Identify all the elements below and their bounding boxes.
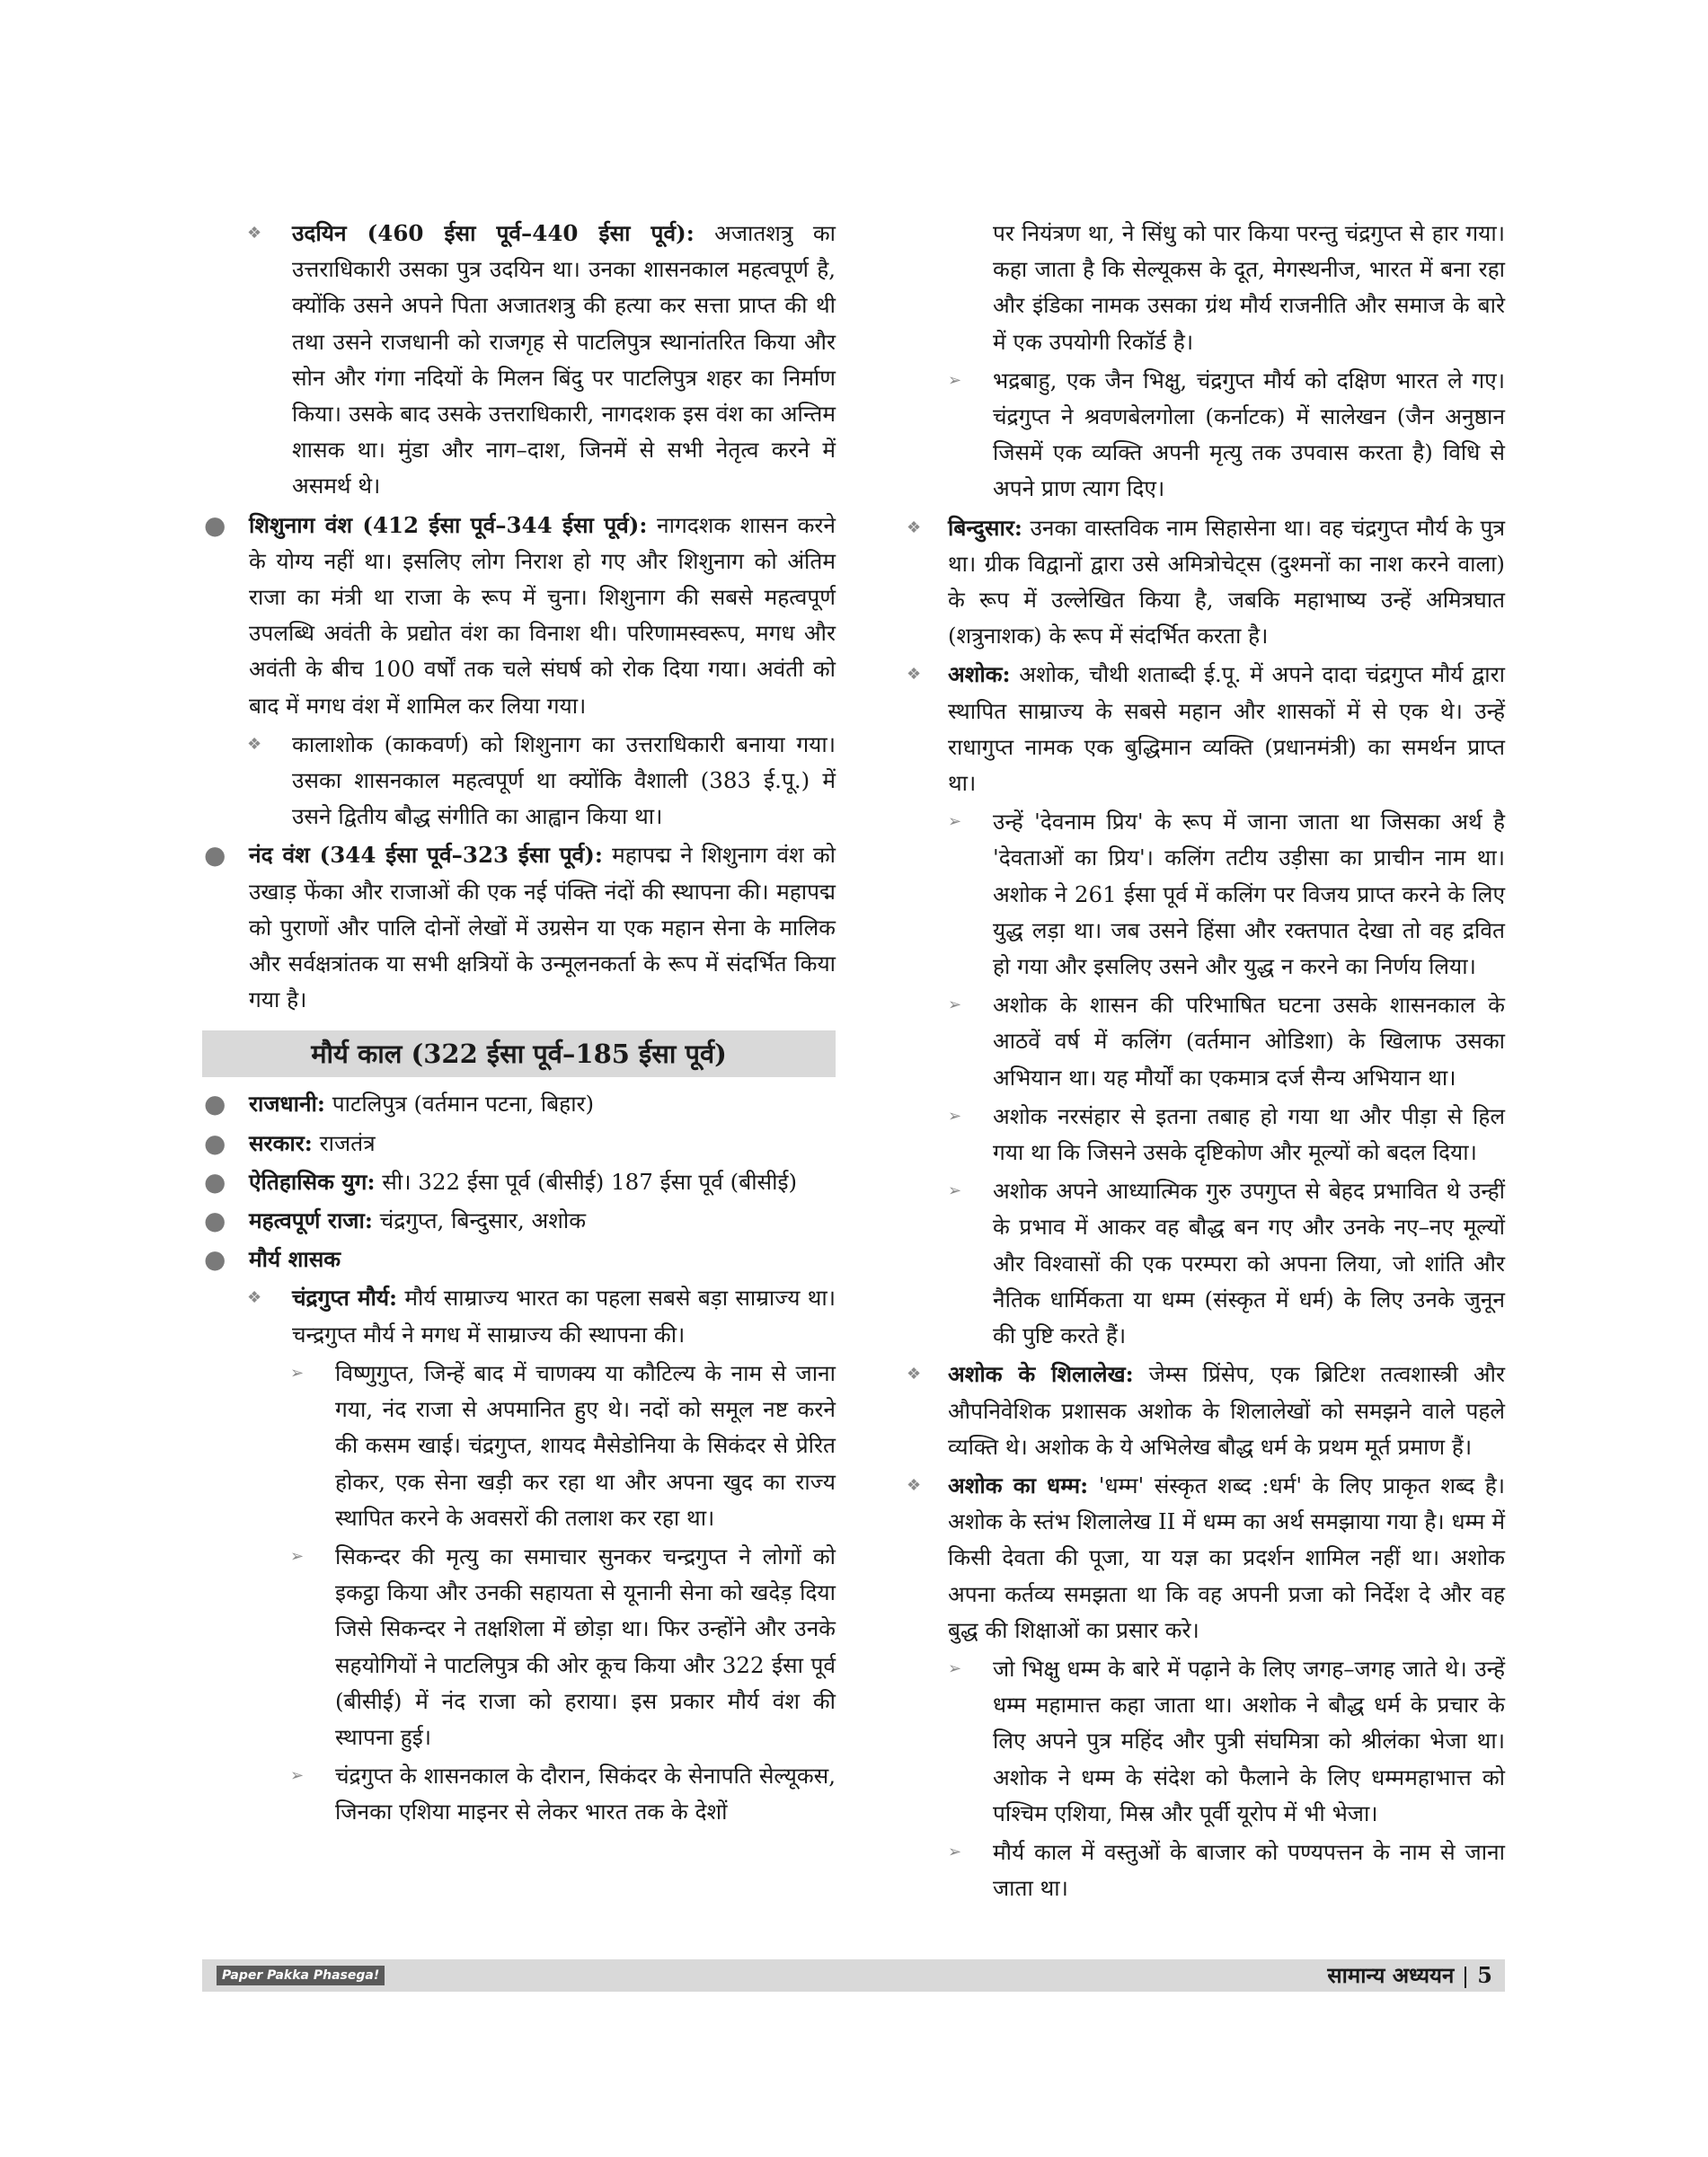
item-heading: चंद्रगुप्त मौर्य: [292,1285,398,1312]
item-heading: अशोक के शिलालेख: [948,1361,1134,1388]
arrow-bullet-icon: ➢ [948,370,962,390]
arrow-bullet-icon: ➢ [290,1363,305,1383]
list-item-devanam [948,804,1505,985]
arrow-bullet-icon: ➢ [948,995,962,1015]
list-item-bindusar [907,510,1505,655]
item-text: कालाशोक (काकवर्ण) को शिशुनाग का उत्तराधिकारी बनाया गया। उसका शासनकाल महत्वपूर्ण था क्योंकि वैशाली (383 ई.पू.) में उसने द्वितीय बौद्ध संगीति का आह्वान किया था। [292,730,836,830]
item-text: अशोक के शासन की परिभाषित घटना उसके शासनकाल के आठवें वर्ष में कलिंग (वर्तमान ओडिशा) के खिलाफ उसका अभियान था। यह मौर्यों का एकमात्र दर्ज सैन्य अभियान था। [993,992,1505,1091]
item-text: विष्णुगुप्त, जिन्हें बाद में चाणक्य या कौटिल्य के नाम से जाना गया, नंद राजा से अपमानित हुए थे। नदों को समूल नष्ट करने की कसम खाई। चंद्रगुप्त, शायद मैसेडोनिया के सिकंदर से प्रेरित होकर, एक सेना खड़ी कर रहा था और अपना खुद का राज्य स्थापित करने के अवसरों की तलाश कर रहा था। [335,1359,836,1531]
arrow-bullet-icon: ➢ [290,1546,305,1566]
arrow-bullet-icon: ➢ [948,1106,962,1126]
arrow-bullet-icon: ➢ [948,1658,962,1678]
item-text: चंद्रगुप्त, बिन्दुसार, अशोक [372,1207,587,1234]
list-item-edicts [907,1357,1505,1465]
item-heading: सरकार: [249,1129,313,1156]
item-text: अशोक, चौथी शताब्दी ई.पू. में अपने दादा चंद्रगुप्त मौर्य द्वारा स्थापित साम्राज्य के सबसे महान और शासकों में से एक थे। उन्हें राधागुप्त नामक एक बुद्धिमान व्यक्ति (प्रधानमंत्री) का समर्थन प्राप्त था। [948,661,1505,797]
page-number: 5 [1477,1962,1492,1988]
list-item-defining-event [948,987,1505,1096]
item-heading: बिन्दुसार: [948,514,1022,541]
list-item-market [948,1834,1505,1906]
diamond-bullet-icon: ❖ [247,734,262,754]
item-heading: अशोक का धम्म: [948,1472,1089,1498]
list-item-capital [202,1086,836,1122]
footer-right [1327,1959,1492,1992]
item-text: पर नियंत्रण था, ने सिंधु को पार किया परन्तु चंद्रगुप्त से हार गया। कहा जाता है कि सेल्यूकस के दूत, मेगस्थनीज, भारत में बना रहा और इंडिका नामक उसका ग्रंथ मौर्य राजनीति और समाज के बारे में एक उपयोगी रिकॉर्ड है। [993,220,1505,355]
item-text: सी। 322 ईसा पूर्व (बीसीई) 187 ईसा पूर्व (बीसीई) [375,1168,798,1195]
list-item-sikandar [202,1539,836,1755]
item-heading: महत्वपूर्ण राजा: [249,1207,373,1234]
round-bullet-icon: ● [204,1206,226,1236]
round-bullet-icon: ● [204,1244,226,1275]
round-bullet-icon: ● [204,840,226,871]
item-text: मौर्य साम्राज्य भारत का पहला सबसे बड़ा साम्राज्य था। चन्द्रगुप्त मौर्य ने मगध में साम्राज्य की स्थापना की। [292,1285,836,1348]
item-text: अजातशत्रु का उत्तराधिकारी उसका पुत्र उदयिन था। उनका शासनकाल महत्वपूर्ण है, क्योंकि उसने अपने पिता अजातशत्रु की हत्या कर सत्ता प्राप्त की थी तथा उसने राजधानी को राजगृह से पाटलिपुत्र स्थानांतरित किया और सोन और गंगा नदियों के मिलन बिंदु पर पाटलिपुत्र शहर का निर्माण किया। उसके बाद उसके उत्तराधिकारी, नागदशक इस वंश का अन्तिम शासक था। मुंडा और नाग–दाश, जिनमें से सभी नेतृत्व करने में असमर्थ थे। [292,220,836,499]
list-item-massacre [948,1099,1505,1171]
item-heading: ऐतिहासिक युग: [249,1168,376,1195]
diamond-bullet-icon: ❖ [907,1365,922,1384]
list-item-era [202,1164,836,1200]
item-heading: शिशुनाग वंश (412 ईसा पूर्व–344 ईसा पूर्व): [249,511,648,538]
list-item-nand [202,837,836,1018]
arrow-bullet-icon: ➢ [948,1842,962,1861]
item-text: उनका वास्तविक नाम सिहासेना था। वह चंद्रगुप्त मौर्य के पुत्र था। ग्रीक विद्वानों द्वारा उसे अमित्रोचेट्स (दुश्मनों का नाश करने वाला) के रूप में उल्लेखित किया है, जबकि महाभाष्य उन्हें अमित्रघात (शत्रुनाशक) के रूप में संदर्भित करता है। [948,514,1505,650]
item-heading: नंद वंश (344 ईसा पूर्व–323 ईसा पूर्व): [249,842,603,869]
item-heading: राजधानी: [249,1091,325,1118]
item-text: नागदशक शासन करने के योग्य नहीं था। इसलिए लोग निराश हो गए और शिशुनाग को अंतिम राजा का मंत्री था राजा के रूप में चुना। शिशुनाग की सबसे महत्वपूर्ण उपलब्धि अवंती के प्रद्योत वंश का विनाश थी। परिणामस्वरूप, मगध और अवंती के बीच 100 वर्षों तक चले संघर्ष को रोक दिया गया। अवंती को बाद में मगध वंश में शामिल कर लिया गया। [249,511,836,719]
item-text: सिकन्दर की मृत्यु का समाचार सुनकर चन्द्रगुप्त ने लोगों को इकट्ठा किया और उनकी सहायता से यूनानी सेना को खदेड़ दिया जिसे सिकन्दर ने तक्षशिला में छोड़ा था। फिर उन्होंने और उनके सहयोगियों ने पाटलिपुत्र की ओर कूच किया और 322 ईसा पूर्व (बीसीई) में नंद राजा को हराया। इस प्रकार मौर्य वंश की स्थापना हुई। [335,1543,836,1750]
left-column [202,216,836,1831]
round-bullet-icon: ● [204,1127,226,1158]
item-text: राजतंत्र [312,1129,376,1156]
list-item-bhadrabahu [948,363,1505,508]
round-bullet-icon: ● [204,509,226,540]
diamond-bullet-icon: ❖ [907,517,922,537]
item-text: जो भिक्षु धम्म के बारे में पढ़ाने के लिए जगह–जगह जाते थे। उन्हें धम्म महामात्त कहा जाता था। अशोक ने बौद्ध धर्म के प्रचार के लिए अपने पुत्र महिंद और पुत्री संघमित्रा को श्रीलंका भेजा था। अशोक ने धम्म के संदेश को फैलाने के लिए धम्ममहाभात्त को पश्चिम एशिया, मिस्र और पूर्वी यूरोप में भी भेजा। [993,1655,1505,1826]
item-heading: उदयिन (460 ईसा पूर्व–440 ईसा पूर्व): [292,220,695,246]
list-item-bhikshu [948,1651,1505,1832]
subject-title: सामान्य अध्ययन [1327,1962,1455,1988]
list-item-vishnugupt [202,1356,836,1536]
diamond-bullet-icon: ❖ [907,665,922,685]
arrow-bullet-icon: ➢ [948,1181,962,1201]
arrow-bullet-icon: ➢ [290,1766,305,1786]
diamond-bullet-icon: ❖ [247,224,262,243]
item-text: पाटलिपुत्र (वर्तमान पटना, बिहार) [324,1091,595,1118]
list-item-upagupt [948,1173,1505,1354]
item-heading: मौर्य शासक [249,1246,341,1273]
list-item-government [202,1126,836,1162]
list-item-udayin [202,216,836,505]
item-text: भद्रबाहु, एक जैन भिक्षु, चंद्रगुप्त मौर्य को दक्षिण भारत ले गए। चंद्रगुप्त ने श्रवणबेलगोला (कर्नाटक) में सालेखन (जैन अनुष्ठान जिसमें एक व्यक्ति अपनी मृत्यु तक उपवास करता है) विधि से अपने प्राण त्याग दिए। [993,367,1505,502]
right-column [907,216,1505,1906]
list-item-shishunag [202,508,836,724]
list-item-seleucus-continued [948,216,1505,360]
item-text: मौर्य काल में वस्तुओं के बाजार को पण्यपत्तन के नाम से जाना जाता था। [993,1838,1505,1902]
item-text: जेम्स प्रिंसेप, एक ब्रिटिश तत्वशास्त्री और औपनिवेशिक प्रशासक अशोक के शिलालेखों को समझने वाले पहले व्यक्ति थे। अशोक के ये अभिलेख बौद्ध धर्म के प्रथम मूर्त प्रमाण हैं। [948,1361,1505,1460]
publisher-logo: Paper Pakka Phasega! [217,1966,385,1985]
item-text: अशोक अपने आध्यात्मिक गुरु उपगुप्त से बेहद प्रभावित थे उन्हीं के प्रभाव में आकर वह बौद्ध बन गए और उनके नए–नए मूल्यों और विश्वासों की एक परम्परा को अपना लिया, जो शांति और नैतिक धार्मिकता या धम्म (संस्कृत में धर्म) के लिए उनके जुनून की पुष्टि करते हैं। [993,1178,1505,1349]
footer-divider [1465,1967,1466,1988]
arrow-bullet-icon: ➢ [948,812,962,832]
item-text: चंद्रगुप्त के शासनकाल के दौरान, सिकंदर के सेनापति सेल्यूकस, जिनका एशिया माइनर से लेकर भारत तक के देशों [335,1763,836,1825]
list-item-ashok [907,657,1505,801]
round-bullet-icon: ● [204,1089,226,1119]
list-item-kalashok [202,727,836,835]
section-heading: मौर्य काल (322 ईसा पूर्व–185 ईसा पूर्व) [202,1030,836,1077]
item-text: महापद्म ने शिशुनाग वंश को उखाड़ फेंका और राजाओं की एक नई पंक्ति नंदों की स्थापना की। महापद्म को पुराणों और पालि दोनों लेखों में उग्रसेन या एक महान सेना के मालिक और सर्वक्षत्रांतक या सभी क्षत्रियों के उन्मूलनकर्ता के रूप में संदर्भित किया गया है। [249,842,836,1013]
list-item-seleucus [202,1758,836,1830]
diamond-bullet-icon: ❖ [247,1288,262,1308]
item-text: उन्हें 'देवनाम प्रिय' के रूप में जाना जाता था जिसका अर्थ है 'देवताओं का प्रिय'। कलिंग तटीय उड़ीसा का प्राचीन नाम था। अशोक ने 261 ईसा पूर्व में कलिंग पर विजय प्राप्त करने के लिए युद्ध लड़ा था। जब उसने हिंसा और रक्तपात देखा तो वह द्रवित हो गया और इसलिए उसने और युद्ध न करने का निर्णय लिया। [993,809,1505,980]
item-text: 'धम्म' संस्कृत शब्द :धर्म' के लिए प्राकृत शब्द है। अशोक के स्तंभ शिलालेख II में धम्म का अर्थ समझाया गया है। धम्म में किसी देवता की पूजा, या यज्ञ का प्रदर्शन शामिल नहीं था। अशोक अपना कर्तव्य समझता था कि वह अपनी प्रजा को निर्देश दे और वह बुद्ध की शिक्षाओं का प्रसार करे। [948,1472,1505,1643]
list-item-kings [202,1203,836,1239]
round-bullet-icon: ● [204,1166,226,1197]
diamond-bullet-icon: ❖ [907,1475,922,1495]
item-text: अशोक नरसंहार से इतना तबाह हो गया था और पीड़ा से हिल गया था कि जिसने उसके दृष्टिकोण और मूल्यों को बदल दिया। [993,1102,1505,1166]
page-footer [202,1959,1505,1992]
list-item-chandragupta [202,1280,836,1352]
list-item-dhamma [907,1468,1505,1649]
list-item-rulers [202,1242,836,1277]
item-heading: अशोक: [948,661,1011,688]
